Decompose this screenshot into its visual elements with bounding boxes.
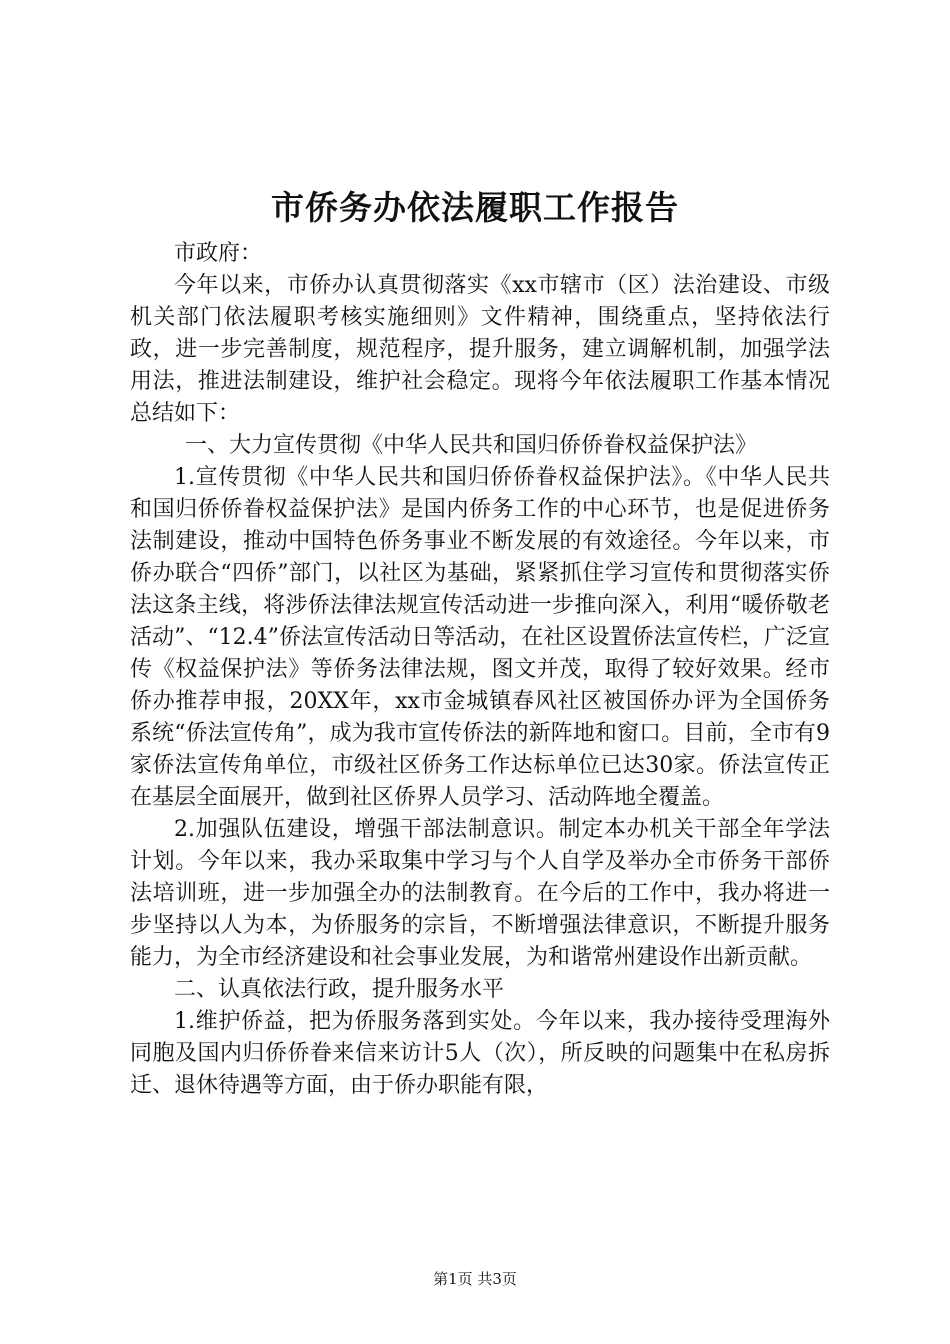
paragraph-2-1: 1.维护侨益，把为侨服务落到实处。今年以来，我办接待受理海外同胞及国内归侨侨眷来信来访计5人（次），所反映的问题集中在私房拆迁、退休待遇等方面，由于侨办职能有限， [130,1009,830,1098]
paragraph-1-1: 1.宣传贯彻《中华人民共和国归侨侨眷权益保护法》。《中华人民共和国归侨侨眷权益保护法》是国内侨务工作的中心环节，也是促进侨务法制建设，推动中国特色侨务事业不断发展的有效途径。今年以来，市侨办联合“四侨”部门，以社区为基础，紧紧抓住学习宣传和贯彻落实侨法这条主线，将涉侨法律法规宣传活动进一步推向深入，利用“暖侨敬老活动”、“12.4”侨法宣传活动日等活动，在社区设置侨法宣传栏，广泛宣传《权益保护法》等侨务法律法规，图文并茂，取得了较好效果。经市侨办推荐申报，20XX年，xx市金城镇春风社区被国侨办评为全国侨务系统“侨法宣传角”，成为我市宣传侨法的新阵地和窗口。目前，全市有9家侨法宣传角单位，市级社区侨务工作达标单位已达30家。侨法宣传正在基层全面展开，做到社区侨界人员学习、活动阵地全覆盖。 [130,465,830,810]
section-heading-1: 一、大力宣传贯彻《中华人民共和国归侨侨眷权益保护法》 [185,433,758,458]
document-title: 市侨务办依法履职工作报告 [271,188,679,227]
page-footer: 第1页 共3页 [433,1270,517,1288]
intro-paragraph: 今年以来，市侨办认真贯彻落实《xx市辖市（区）法治建设、市级机关部门依法履职考核实施细则》文件精神，围绕重点，坚持依法行政，进一步完善制度，规范程序，提升服务，建立调解机制，加强学法用法，推进法制建设，维护社会稳定。现将今年依法履职工作基本情况总结如下： [130,273,830,426]
salutation: 市政府： [174,241,263,266]
document-body [130,238,830,1102]
paragraph-1-2: 2.加强队伍建设，增强干部法制意识。制定本办机关干部全年学法计划。今年以来，我办采取集中学习与个人自学及举办全市侨务干部侨法培训班，进一步加强全办的法制教育。在今后的工作中，我办将进一步坚持以人为本，为侨服务的宗旨，不断增强法律意识，不断提升服务能力，为全市经济建设和社会事业发展，为和谐常州建设作出新贡献。 [130,817,830,970]
section-heading-2: 二、认真依法行政，提升服务水平 [174,977,505,1002]
